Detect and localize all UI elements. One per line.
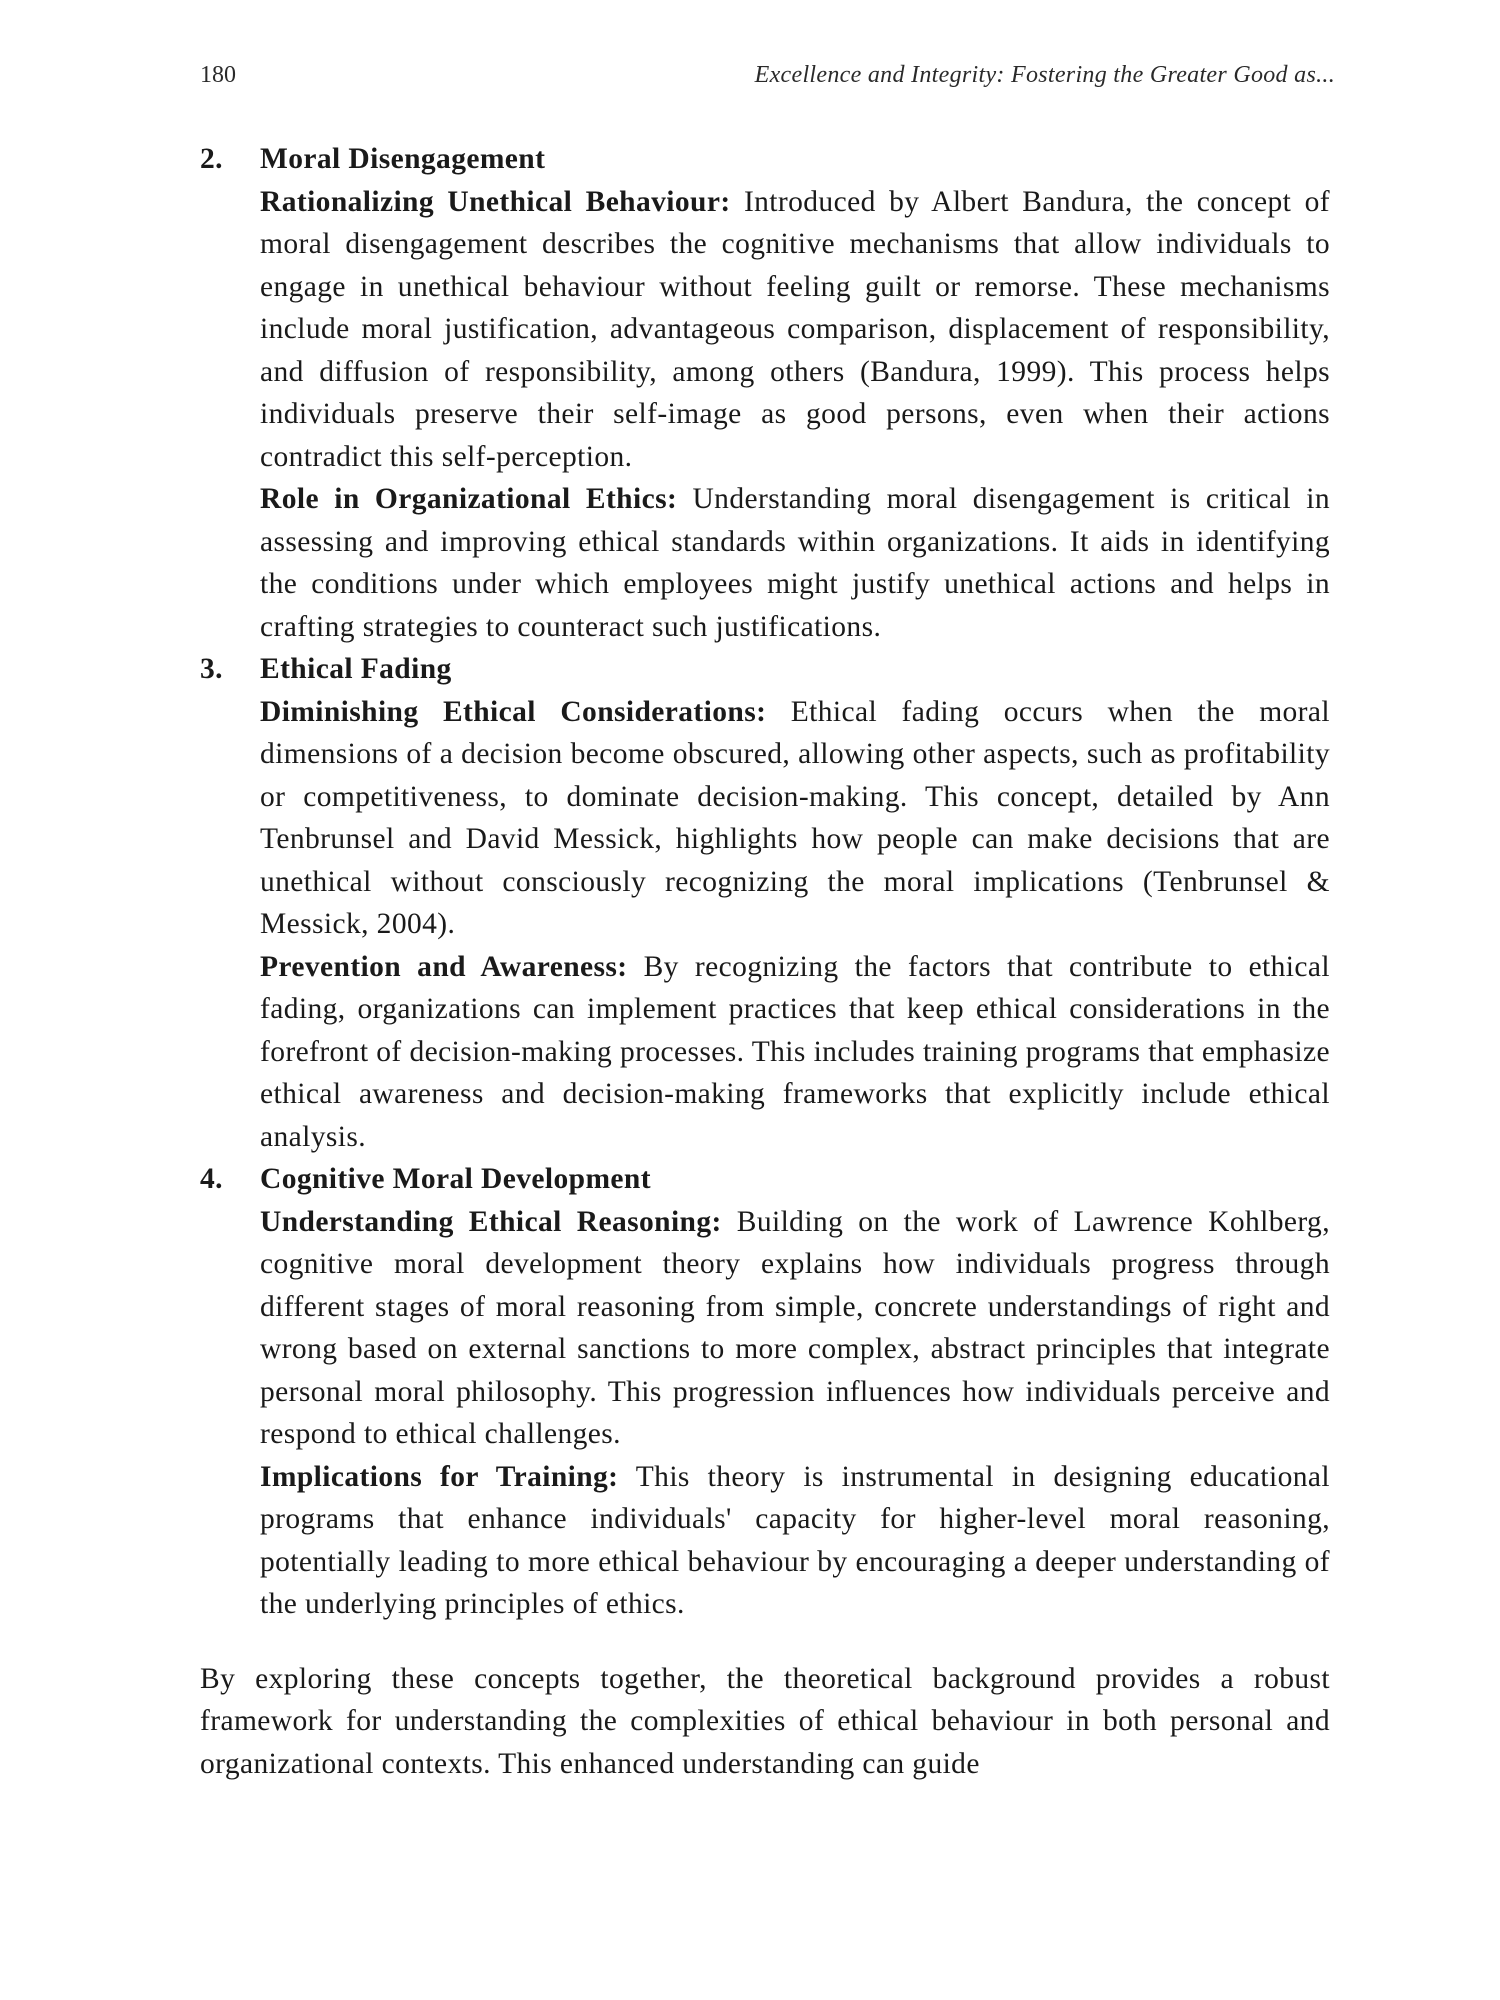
paragraph-text: Introduced by Albert Bandura, the concept of moral disengagement describes the cognitive mechanisms that allow individuals to engage in unethical behaviour without feeling guilt or remorse. These mechanisms include moral justification, advantageous comparison, displacement of responsibility, and diffusion of responsibility, among others (Bandura, 1999). This process helps individuals preserve their self-image as good persons, even when their actions contradict this self-perception.: [260, 185, 1330, 473]
item-number: 4.: [200, 1163, 223, 1195]
page-number: 180: [200, 62, 236, 88]
paragraph: [260, 1456, 1330, 1626]
list-item-moral-disengagement: [200, 138, 1330, 648]
item-heading: Cognitive Moral Development: [260, 1163, 651, 1195]
paragraph: [260, 691, 1330, 946]
paragraph-text: By recognizing the factors that contribute to ethical fading, organizations can implement practices that keep ethical considerations in the forefront of decision-making processes. This includes training programs that emphasize ethical awareness and decision-making frameworks that explicitly include ethical analysis.: [260, 950, 1330, 1153]
page-content: [200, 138, 1330, 1785]
paragraph-text: Understanding moral disengagement is critical in assessing and improving ethical standards within organizations. It aids in identifying the conditions under which employees might justify unethical actions and helps in crafting strategies to counteract such justifications.: [260, 483, 1330, 643]
running-title: Excellence and Integrity: Fostering the Greater Good as...: [754, 62, 1335, 88]
paragraph: [260, 946, 1330, 1159]
list-item-ethical-fading: [200, 648, 1330, 1158]
paragraph: [260, 1201, 1330, 1456]
paragraph-term: Implications for Training:: [260, 1460, 619, 1493]
paragraph-term: Role in Organizational Ethics:: [260, 483, 678, 515]
paragraph-term: Understanding Ethical Reasoning:: [260, 1205, 722, 1238]
item-number: 3.: [200, 653, 223, 685]
paragraph-term: Diminishing Ethical Considerations:: [260, 695, 767, 728]
item-number: 2.: [200, 143, 223, 175]
conclusion-paragraph: By exploring these concepts together, the theoretical background provides a robust framework for understanding the complexities of ethical behaviour in both personal and organizational contexts. This enhanced understanding can guide: [200, 1662, 1330, 1780]
paragraph-term: Rationalizing Unethical Behaviour:: [260, 185, 731, 218]
item-heading: Moral Disengagement: [260, 143, 546, 175]
paragraph: [260, 181, 1330, 479]
paragraph: [260, 478, 1330, 648]
item-heading: Ethical Fading: [260, 653, 452, 685]
paragraph-term: Prevention and Awareness:: [260, 950, 628, 983]
running-header: [200, 62, 1335, 92]
paragraph-text: Ethical fading occurs when the moral dimensions of a decision become obscured, allowing other aspects, such as profitability or competitiveness, to dominate decision-making. This concept, detailed by Ann Tenbrunsel and David Messick, highlights how people can make decisions that are unethical without consciously recognizing the moral implications (Tenbrunsel & Messick, 2004).: [260, 695, 1331, 940]
paragraph-text: Building on the work of Lawrence Kohlberg, cognitive moral development theory explains how individuals progress through different stages of moral reasoning from simple, concrete understandings of right and wrong based on external sanctions to more complex, abstract principles that integrate personal moral philosophy. This progression influences how individuals perceive and respond to ethical challenges.: [260, 1205, 1330, 1450]
paragraph-text: This theory is instrumental in designing educational programs that enhance individuals' capacity for higher-level moral reasoning, potentially leading to more ethical behaviour by encouraging a deeper understanding of the underlying principles of ethics.: [260, 1460, 1330, 1620]
list-item-cognitive-moral-development: [200, 1158, 1330, 1626]
